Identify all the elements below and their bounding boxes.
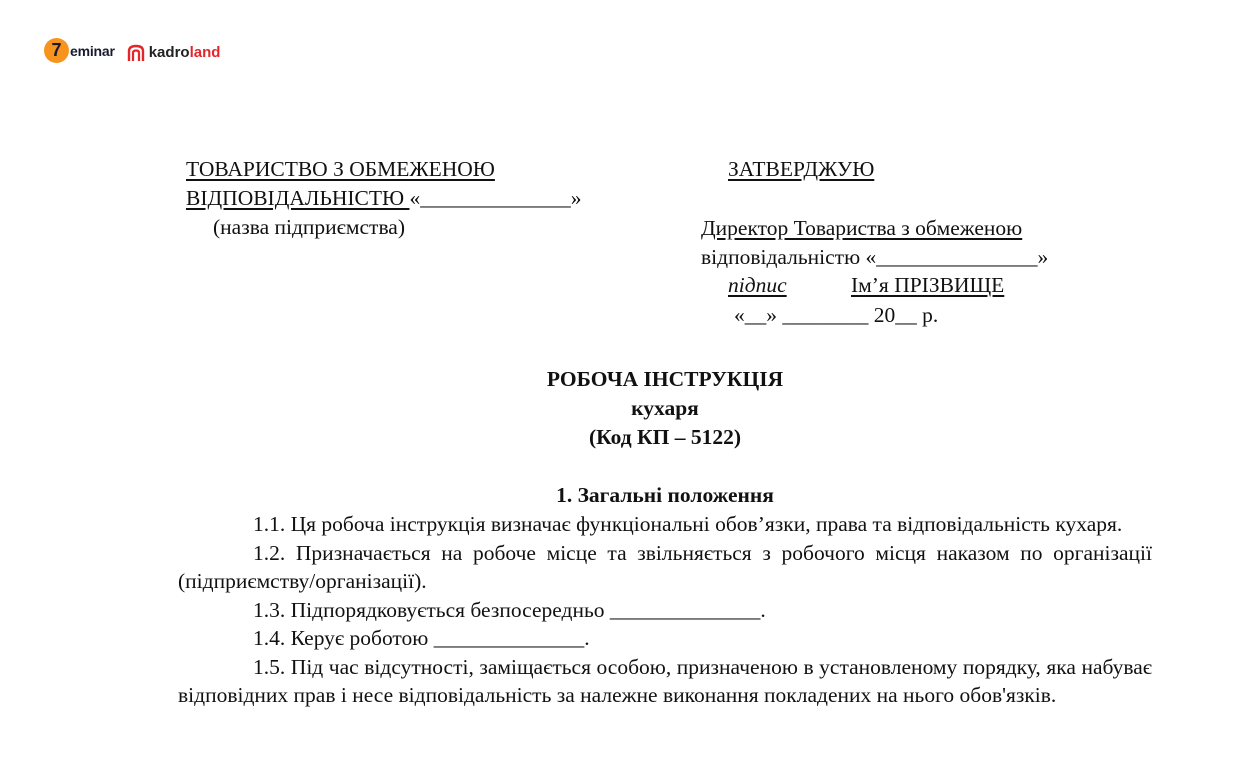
signature-label: підпис [728, 273, 787, 297]
company-line-1: ТОВАРИСТВО З ОБМЕЖЕНОЮ [186, 157, 495, 181]
kadroland-logo [127, 44, 221, 62]
paragraph-1-5: 1.5. Під час відсутності, заміщається особою, призначеною в установленому порядку, яка набуває відповідних прав і несе відповідальність за належне виконання покладених на нього обов'язків. [178, 654, 1152, 707]
director-line-1: Директор Товариства з обмеженою [701, 216, 1023, 240]
kadroland-house-icon [127, 44, 145, 62]
company-line-2-underlined: ВІДПОВІДАЛЬНІСТЮ [186, 186, 410, 210]
kadroland-text-dark: kadro [148, 44, 190, 61]
paragraph-1-2: 1.2. Призначається на робоче місце та звільняється з робочого місця наказом по організації (підприємству/організації). [178, 540, 1152, 593]
seminar-text: eminar [70, 42, 115, 59]
company-name-blank: «______________» [409, 186, 582, 210]
paragraph-1-4: 1.4. Керує роботою ______________. [253, 626, 590, 650]
approve-title: ЗАТВЕРДЖУЮ [728, 157, 875, 181]
company-line-2 [186, 188, 581, 210]
doc-code: (Код КП – 5122) [588, 425, 742, 449]
logos [44, 38, 220, 63]
director-line-2: відповідальністю «_______________» [701, 245, 1049, 269]
kadroland-text-red: land [189, 44, 221, 61]
paragraph-1-3: 1.3. Підпорядковується безпосередньо ______________. [253, 597, 766, 622]
seminar-logo [44, 38, 115, 63]
company-caption: (назва підприємства) [213, 215, 406, 239]
name-label: Ім’я ПРІЗВИЩЕ [851, 273, 1005, 297]
date-line: «__» ________ 20__ р. [734, 303, 939, 327]
section-1-body [178, 510, 1152, 710]
section-1-heading: 1. Загальні положення [556, 483, 774, 507]
doc-subtitle: кухаря [631, 396, 699, 420]
seminar-mark: 7 [44, 38, 69, 63]
paragraph-1-1: 1.1. Ця робоча інструкція визначає функціональні обов’язки, права та відповідальність кухаря. [253, 512, 1123, 536]
doc-title: РОБОЧА ІНСТРУКЦІЯ [546, 367, 784, 391]
